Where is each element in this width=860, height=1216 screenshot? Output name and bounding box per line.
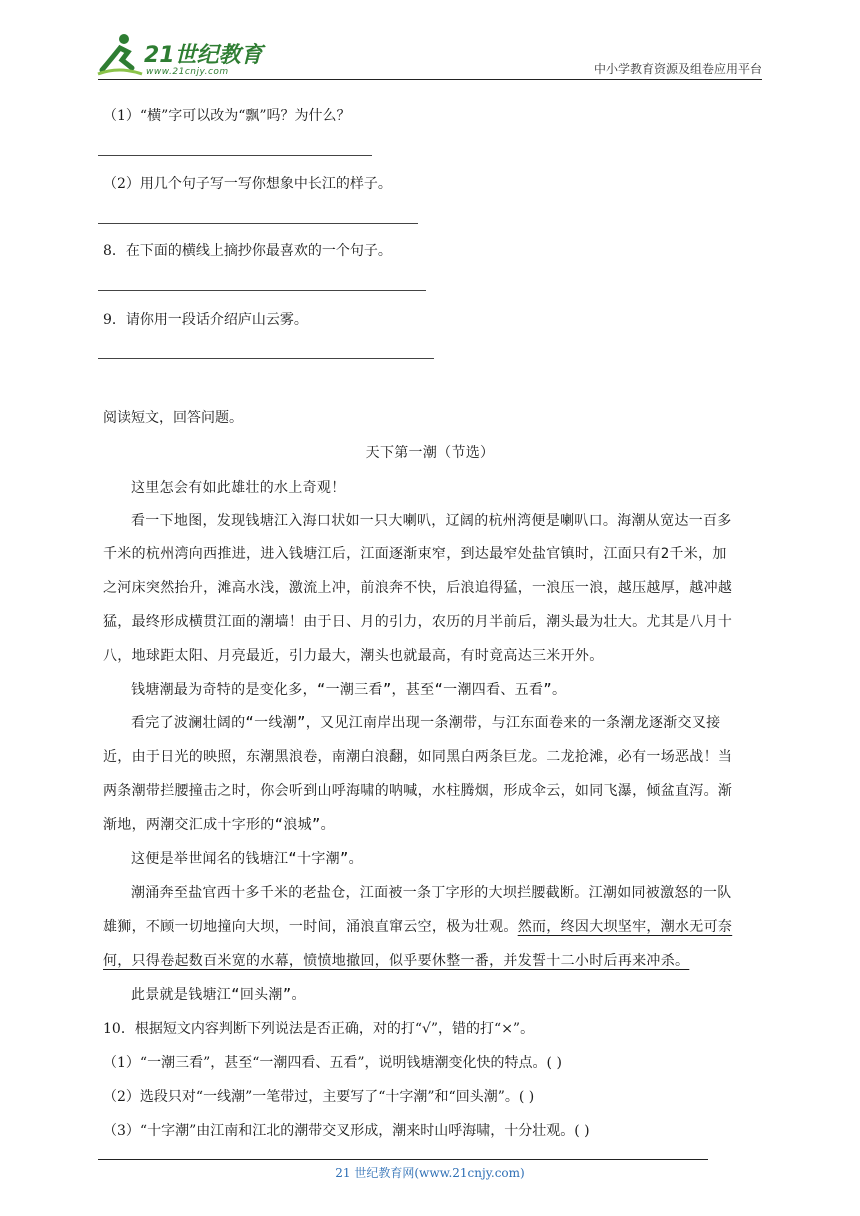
question-7-2: （2）用几个句子写一写你想象中长江的样子。 [103, 176, 392, 192]
passage-line: 猛，最终形成横贯江面的潮墙！由于日、月的引力，农历的月半前后，潮头最为壮大。尤其是八月十 [103, 614, 733, 630]
footer-divider [98, 1159, 708, 1160]
answer-line-7-1[interactable] [98, 155, 372, 156]
question-10: 10．根据短文内容判断下列说法是否正确，对的打“√”，错的打“×”。 [103, 1021, 535, 1037]
passage-title: 天下第一潮（节选） [365, 445, 495, 461]
passage-line: 八，地球距太阳、月亮最近，引力最大，潮头也就最高，有时竟高达三米开外。 [103, 648, 604, 664]
question-8: 8．在下面的横线上摘抄你最喜欢的一个句子。 [103, 243, 392, 259]
logo-url-text: www.21cnjy.com [146, 67, 229, 77]
answer-line-8[interactable] [98, 290, 426, 291]
passage-line [103, 917, 732, 937]
passage-line: 近，由于日光的映照，东潮黑浪卷，南潮白浪翻，如同黑白两条巨龙。二龙抢滩，必有一场恶战！当 [103, 749, 733, 765]
logo-brand-text: 21世纪教育 [144, 43, 263, 68]
passage-line: 看完了波澜壮阔的“一线潮”，又见江南岸出现一条潮带，与江东面卷来的一条潮龙逐渐交叉接 [131, 715, 721, 731]
header-platform-text: 中小学教育资源及组卷应用平台 [593, 62, 762, 76]
passage-line: 之河床突然抬升，滩高水浅，激流上冲，前浪奔不快，后浪追得猛，一浪压一浪，越压越厚，越冲越 [103, 580, 733, 596]
answer-line-9[interactable] [98, 358, 434, 359]
passage-line: 千米的杭州湾向西推进，进入钱塘江后，江面逐渐束窄，到达最窄处盐官镇时，江面只有2千米，加 [103, 546, 727, 562]
passage-line: 潮涌奔至盐官西十多千米的老盐仓，江面被一条丁字形的大坝拦腰截断。江潮如同被激怒的一队 [131, 885, 732, 901]
site-logo [94, 30, 264, 80]
answer-line-7-2[interactable] [98, 223, 418, 224]
question-10-3: （3）“十字潮”由江南和江北的潮带交叉形成，潮来时山呼海啸，十分壮观。( ) [103, 1123, 590, 1139]
passage-text: 雄狮，不顾一切地撞向大坝，一时间，涌浪直窜云空，极为壮观。 [103, 919, 518, 935]
header-divider [98, 79, 762, 80]
footer-link[interactable]: 21 世纪教育网(www.21cnjy.com) [335, 1166, 525, 1180]
passage-line: 渐地，两潮交汇成十字形的“浪城”。 [103, 817, 335, 833]
question-7-1: （1）“横”字可以改为“飘”吗？为什么？ [103, 108, 351, 124]
passage-line: 这里怎会有如此雄壮的水上奇观！ [131, 480, 346, 496]
question-10-1: （1）“一潮三看”，甚至“一潮四看、五看”，说明钱塘潮变化快的特点。( ) [103, 1055, 562, 1071]
passage-line: 此景就是钱塘江“回头潮”。 [131, 987, 306, 1003]
reading-instruction: 阅读短文，回答问题。 [103, 410, 243, 426]
passage-line: 两条潮带拦腰撞击之时，你会听到山呼海啸的呐喊，水柱腾烟，形成伞云，如同飞瀑，倾盆直泻。渐 [103, 783, 733, 799]
underlined-sentence: 何，只得卷起数百米宽的水幕，愤愤地撤回，似乎要休整一番，并发誓十二小时后再来冲杀。 [103, 953, 690, 969]
question-9: 9．请你用一段话介绍庐山云雾。 [103, 312, 308, 328]
underlined-sentence: 然而，终因大坝坚牢，潮水无可奈 [517, 919, 733, 935]
question-10-2: （2）选段只对“一线潮”一笔带过，主要写了“十字潮”和“回头潮”。( ) [103, 1089, 535, 1105]
passage-line: 这便是举世闻名的钱塘江“十字潮”。 [131, 851, 363, 867]
passage-line: 看一下地图，发现钱塘江入海口状如一只大喇叭，辽阔的杭州湾便是喇叭口。海潮从宽达一百多 [131, 513, 732, 529]
runner-logo-icon [94, 30, 144, 78]
passage-line: 钱塘潮最为奇特的是变化多，“一潮三看”，甚至“一潮四看、五看”。 [131, 682, 567, 698]
